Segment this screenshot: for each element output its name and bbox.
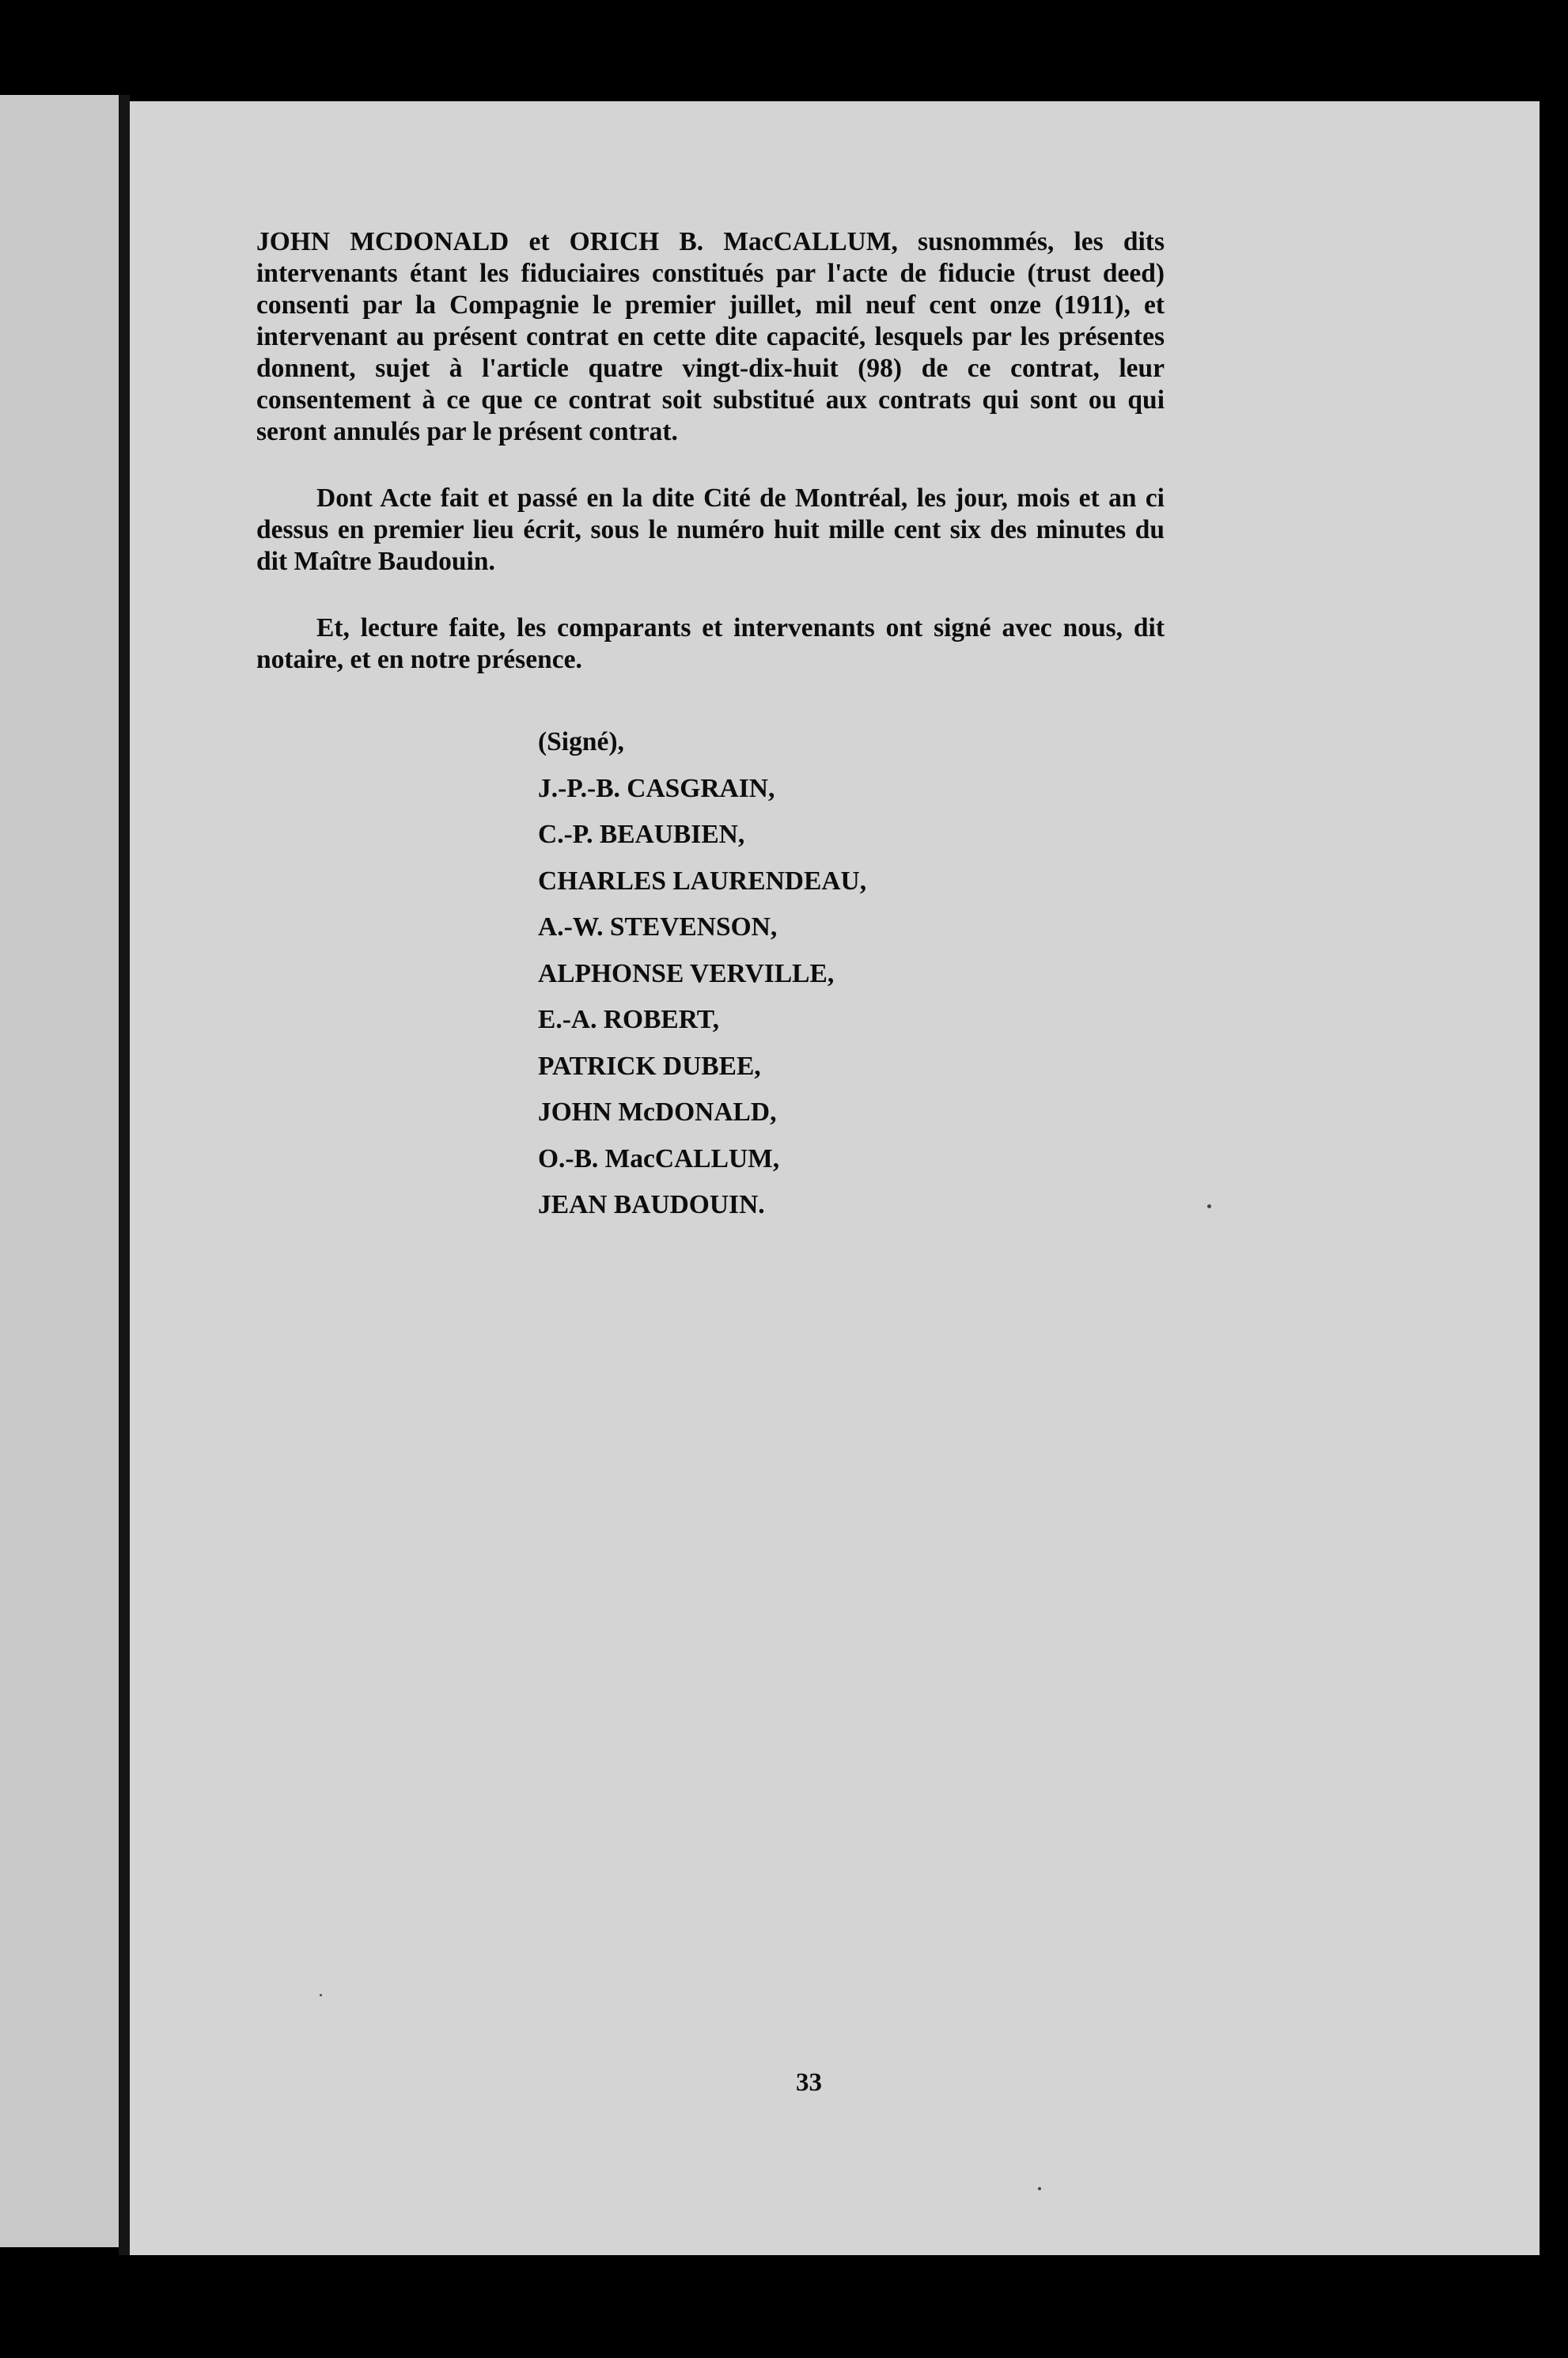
signed-label: (Signé), bbox=[538, 727, 624, 756]
scan-speck bbox=[1207, 1204, 1211, 1208]
document-body bbox=[256, 226, 1165, 711]
previous-page-edge bbox=[0, 95, 120, 2247]
scan-speck bbox=[320, 1994, 322, 1996]
signatory-name: J.-P.-B. CASGRAIN, bbox=[538, 773, 775, 803]
page-number: 33 bbox=[796, 2068, 822, 2097]
signatory-name: ALPHONSE VERVILLE, bbox=[538, 958, 835, 988]
paragraph-intervenants: JOHN MCDONALD et ORICH B. MacCALLUM, susnommés, les dits intervenants étant les fiduciaires constitués par l'acte de fiducie (trust deed) consenti par la Compagnie le premier juillet, mil neuf cent onze (1911), et intervenant au présent contrat en cette dite capacité, lesquels par les présentes donnent, sujet à l'article quatre vingt-dix-huit (98) de ce contrat, leur consentement à ce que ce contrat soit substitué aux contrats qui sont ou qui seront annulés par le présent contrat. bbox=[256, 227, 1165, 446]
signatory-name: PATRICK DUBEE, bbox=[538, 1051, 761, 1081]
signatory-name: O.-B. MacCALLUM, bbox=[538, 1143, 780, 1173]
signatory-name: JEAN BAUDOUIN. bbox=[538, 1190, 765, 1219]
signatory-name: C.-P. BEAUBIEN, bbox=[538, 820, 745, 849]
paragraph-dont-acte: Dont Acte fait et passé en la dite Cité de Montréal, les jour, mois et an ci dessus en premier lieu écrit, sous le numéro huit mille cent six des minutes du dit Maître Baudouin. bbox=[256, 483, 1165, 576]
signatory-name: JOHN McDONALD, bbox=[538, 1097, 777, 1127]
page-binding-edge bbox=[119, 95, 130, 2255]
signature-block bbox=[538, 726, 866, 1236]
signatory-name: E.-A. ROBERT, bbox=[538, 1005, 720, 1034]
scan-speck bbox=[1038, 2187, 1041, 2190]
signatory-name: CHARLES LAURENDEAU, bbox=[538, 866, 867, 896]
paragraph-lecture-faite: Et, lecture faite, les comparants et intervenants ont signé avec nous, dit notaire, et en notre présence. bbox=[256, 613, 1165, 674]
signatory-name: A.-W. STEVENSON, bbox=[538, 912, 778, 942]
